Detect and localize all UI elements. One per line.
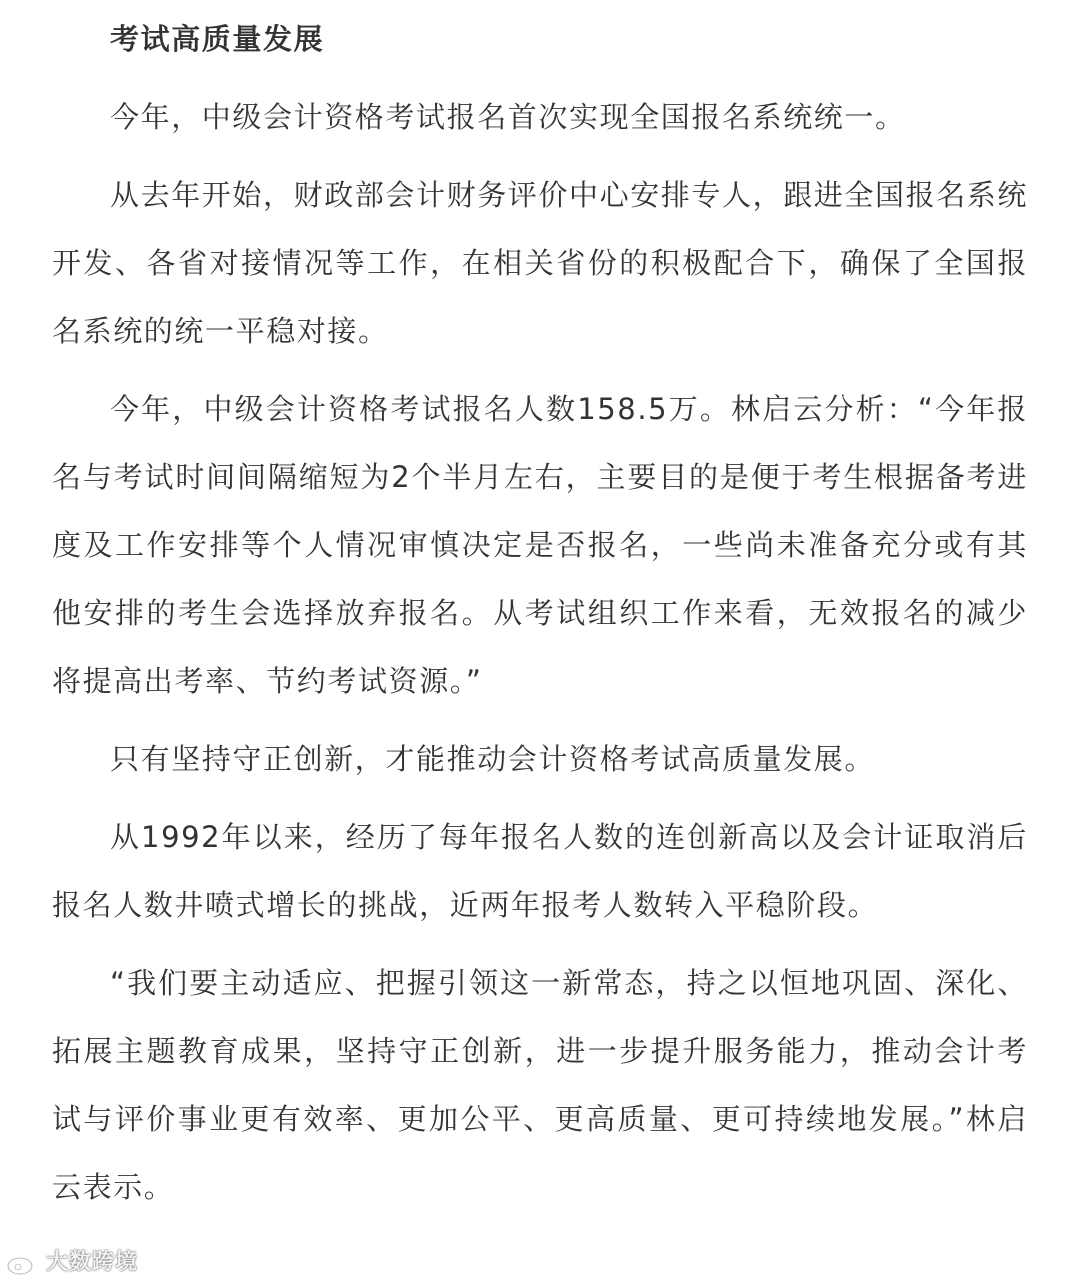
paragraph-1: 今年，中级会计资格考试报名首次实现全国报名系统统一。 (110, 100, 906, 134)
section-heading: 考试高质量发展 (110, 22, 325, 56)
paragraph-6: “我们要主动适应、把握引领这一新常态，持之以恒地巩固、深化、拓展主题教育成果，坚持守正创新，进一步提升服务能力，推动会计考试与评价事业更有效率、更加公平、更高质量、更可持续地发展。”林启云表示。 (52, 966, 1028, 1204)
weibo-logo-icon (6, 1250, 40, 1276)
paragraph-3: 今年，中级会计资格考试报名人数158.5万。林启云分析：“今年报名与考试时间间隔缩短为2个半月左右，主要目的是便于考生根据备考进度及工作安排等个人情况审慎决定是否报名，一些尚未准备充分或有其他安排的考生会选择放弃报名。从考试组织工作来看，无效报名的减少将提高出考率、节约考试资源。” (52, 392, 1028, 698)
watermark-text: 大数跨境 (46, 1250, 139, 1275)
paragraph-5: 从1992年以来，经历了每年报名人数的连创新高以及会计证取消后报名人数井喷式增长的挑战，近两年报考人数转入平稳阶段。 (52, 820, 1028, 922)
paragraph-2: 从去年开始，财政部会计财务评价中心安排专人，跟进全国报名系统开发、各省对接情况等工作，在相关省份的积极配合下，确保了全国报名系统的统一平稳对接。 (52, 178, 1029, 348)
watermark (6, 1245, 138, 1281)
paragraph-4: 只有坚持守正创新，才能推动会计资格考试高质量发展。 (110, 742, 876, 776)
